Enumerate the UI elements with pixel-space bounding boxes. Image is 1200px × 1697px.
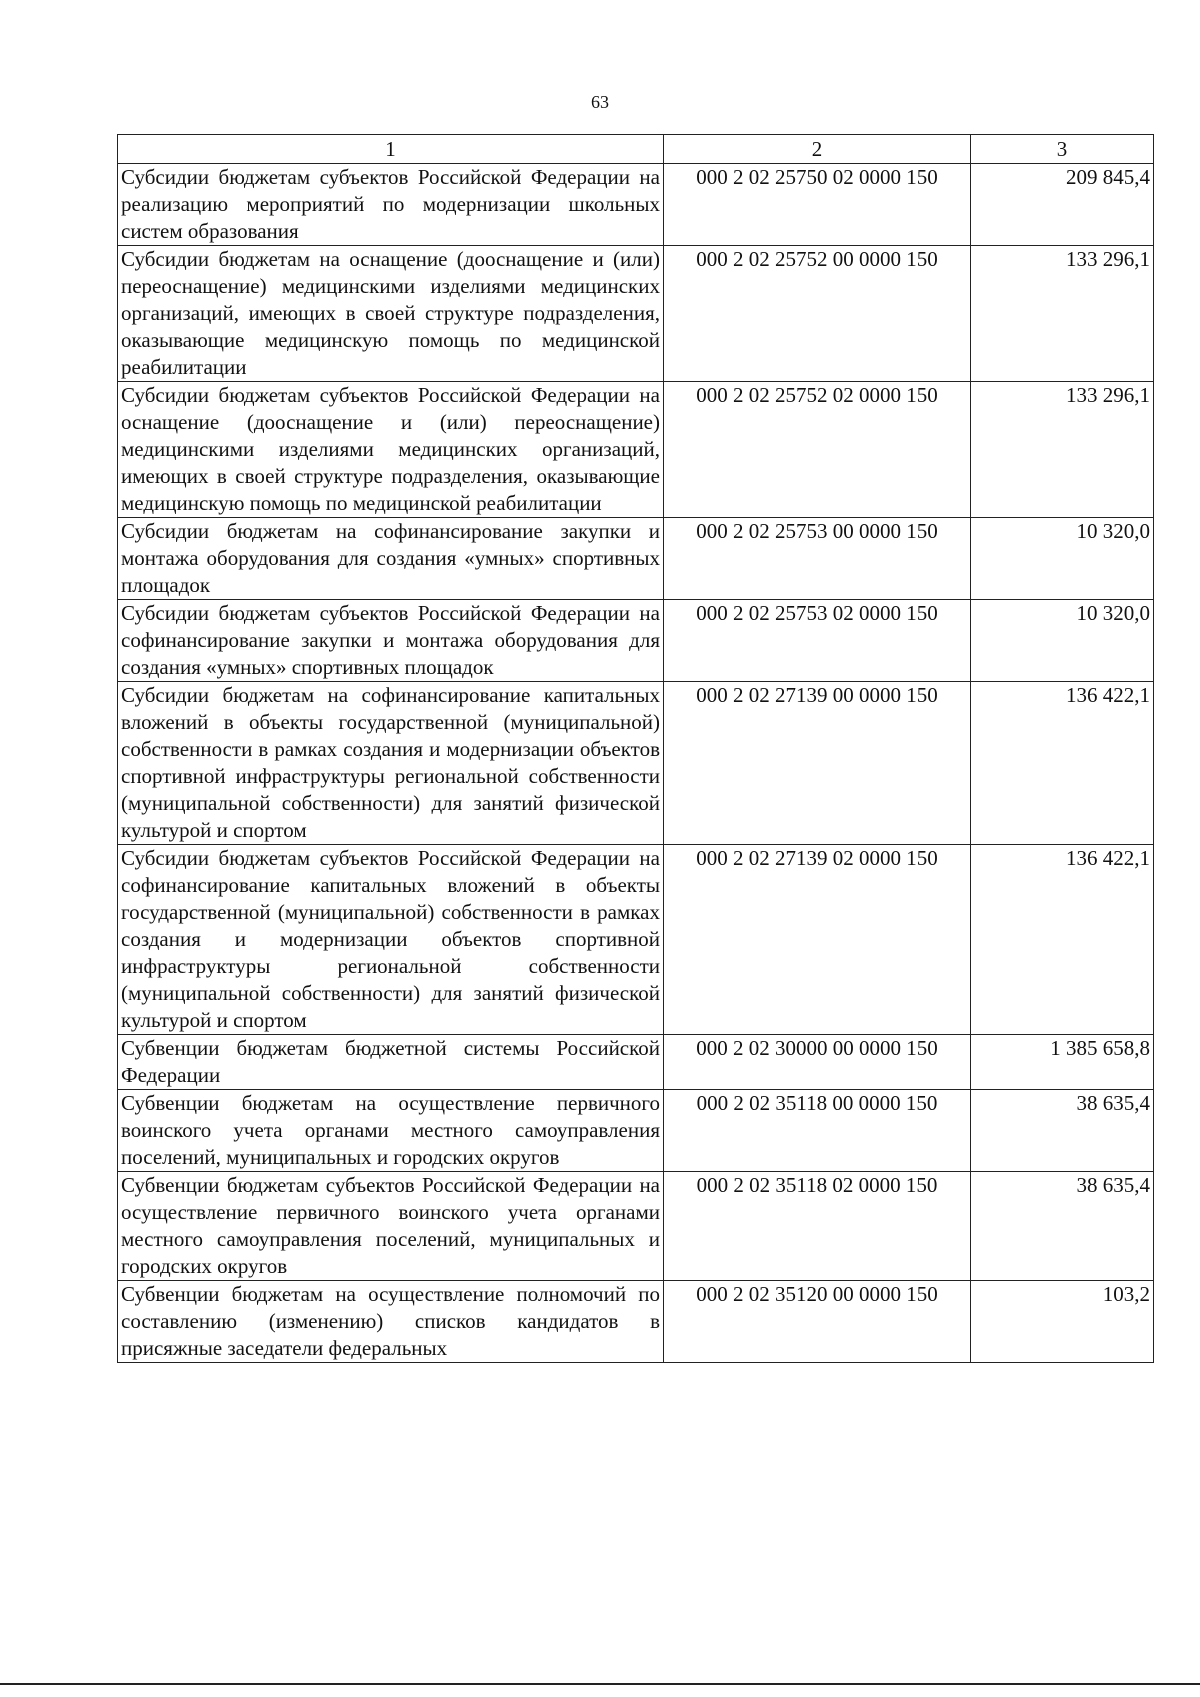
row-code: 000 2 02 30000 00 0000 150 — [664, 1035, 971, 1090]
column-header-1: 1 — [118, 135, 664, 164]
row-amount: 10 320,0 — [971, 518, 1154, 600]
row-code: 000 2 02 35118 02 0000 150 — [664, 1172, 971, 1281]
row-amount: 133 296,1 — [971, 382, 1154, 518]
row-name: Субвенции бюджетам субъектов Российской Федерации на осуществление первичного воинского учета органами местного самоуправления поселений, муниципальных и городских округов — [118, 1172, 664, 1281]
row-amount: 38 635,4 — [971, 1090, 1154, 1172]
row-name: Субсидии бюджетам субъектов Российской Федерации на реализацию мероприятий по модернизации школьных систем образования — [118, 164, 664, 246]
table-row — [118, 518, 1154, 600]
table-header-row — [118, 135, 1154, 164]
table-row — [118, 1035, 1154, 1090]
footer-rule — [0, 1683, 1200, 1685]
row-name: Субсидии бюджетам субъектов Российской Федерации на софинансирование закупки и монтажа оборудования для создания «умных» спортивных площадок — [118, 600, 664, 682]
column-header-2: 2 — [664, 135, 971, 164]
row-amount: 133 296,1 — [971, 246, 1154, 382]
row-name: Субвенции бюджетам бюджетной системы Российской Федерации — [118, 1035, 664, 1090]
row-name: Субсидии бюджетам субъектов Российской Федерации на софинансирование капитальных вложений в объекты государственной (муниципальной) собственности в рамках создания и модернизации объектов спортивной инфраструктуры региональной собственности (муниципальной собственности) для занятий физической культурой и спортом — [118, 845, 664, 1035]
row-amount: 136 422,1 — [971, 682, 1154, 845]
row-name: Субвенции бюджетам на осуществление первичного воинского учета органами местного самоуправления поселений, муниципальных и городских округов — [118, 1090, 664, 1172]
budget-table — [117, 134, 1154, 1363]
table-row — [118, 1090, 1154, 1172]
row-code: 000 2 02 25753 00 0000 150 — [664, 518, 971, 600]
row-code: 000 2 02 35120 00 0000 150 — [664, 1281, 971, 1363]
row-name: Субсидии бюджетам на оснащение (дооснащение и (или) переоснащение) медицинскими изделиями медицинских организаций, имеющих в своей структуре подразделения, оказывающие медицинскую помощь по медицинской реабилитации — [118, 246, 664, 382]
row-code: 000 2 02 35118 00 0000 150 — [664, 1090, 971, 1172]
row-code: 000 2 02 25753 02 0000 150 — [664, 600, 971, 682]
page-number: 63 — [591, 92, 609, 112]
table-row — [118, 1172, 1154, 1281]
row-amount: 136 422,1 — [971, 845, 1154, 1035]
row-amount: 1 385 658,8 — [971, 1035, 1154, 1090]
table-row — [118, 682, 1154, 845]
row-name: Субсидии бюджетам на софинансирование закупки и монтажа оборудования для создания «умных» спортивных площадок — [118, 518, 664, 600]
table-row — [118, 1281, 1154, 1363]
table-row — [118, 382, 1154, 518]
row-amount: 209 845,4 — [971, 164, 1154, 246]
table-row — [118, 164, 1154, 246]
row-amount: 38 635,4 — [971, 1172, 1154, 1281]
row-name: Субвенции бюджетам на осуществление полномочий по составлению (изменению) списков кандидатов в присяжные заседатели федеральных — [118, 1281, 664, 1363]
row-amount: 103,2 — [971, 1281, 1154, 1363]
table-row — [118, 600, 1154, 682]
column-header-3: 3 — [971, 135, 1154, 164]
row-code: 000 2 02 25752 00 0000 150 — [664, 246, 971, 382]
row-amount: 10 320,0 — [971, 600, 1154, 682]
row-code: 000 2 02 27139 00 0000 150 — [664, 682, 971, 845]
table-row — [118, 845, 1154, 1035]
row-code: 000 2 02 25750 02 0000 150 — [664, 164, 971, 246]
row-code: 000 2 02 27139 02 0000 150 — [664, 845, 971, 1035]
row-name: Субсидии бюджетам на софинансирование капитальных вложений в объекты государственной (муниципальной) собственности в рамках создания и модернизации объектов спортивной инфраструктуры региональной собственности (муниципальной собственности) для занятий физической культурой и спортом — [118, 682, 664, 845]
row-code: 000 2 02 25752 02 0000 150 — [664, 382, 971, 518]
table-row — [118, 246, 1154, 382]
row-name: Субсидии бюджетам субъектов Российской Федерации на оснащение (дооснащение и (или) переоснащение) медицинскими изделиями медицинских организаций, имеющих в своей структуре подразделения, оказывающие медицинскую помощь по медицинской реабилитации — [118, 382, 664, 518]
